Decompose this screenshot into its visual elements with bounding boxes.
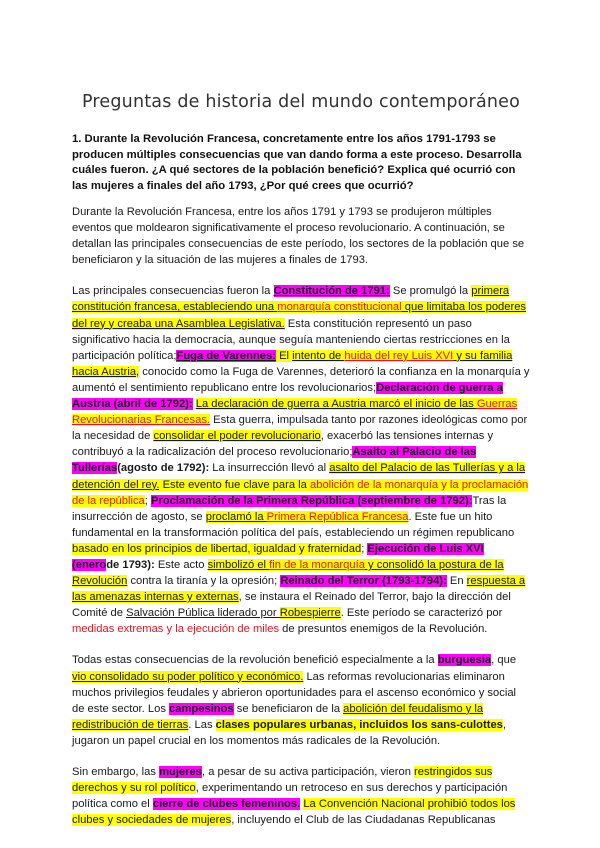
highlight-yellow-red: Guerras Revolucionarias Francesas.	[72, 398, 518, 427]
text-run: Esta guerra, impulsada tanto por razones ideológicas como por la necesidad de	[72, 414, 528, 443]
question-1: 1. Durante la Revolución Francesa, concretamente entre los años 1791-1793 se producen múltiples consecuencias que van dando forma a este proceso. Desarrolla cuáles fueron. ¿A qué sectores de la población benefició? Explica qué ocurrió con las mujeres a finales del año 1793, ¿Por qué crees que ocurrió?	[72, 133, 522, 192]
highlight-yellow: basado en los principios de libertad, igualdad y fraternidad	[72, 542, 362, 555]
highlight-yellow: restringidos sus derechos y su rol político	[72, 766, 493, 795]
highlight-yellow-red: Primera República Francesa	[266, 510, 409, 523]
highlight-yellow: asalto del Palacio de las Tullerías y a la detención del rey.	[72, 462, 526, 491]
highlight-magenta: Asalto al Palacio de las Tullerías	[72, 446, 477, 475]
highlight-magenta: Declaración de guerra a Austria (abril de 1792):	[72, 381, 503, 411]
text-run: de presuntos enemigos de la Revolución.	[279, 623, 488, 636]
highlight-yellow: El	[275, 349, 293, 362]
text-run: contra la tiranía y la opresión;	[127, 575, 281, 588]
highlight-yellow-red: monarquía constitucional	[277, 301, 402, 314]
text-run: , experimentando un retroceso en sus derechos y participación política como el	[72, 782, 508, 811]
highlight-magenta: mujeres	[159, 766, 202, 778]
highlight-yellow: Este evento fue clave para la	[159, 478, 310, 491]
text-run: . Las	[188, 718, 216, 731]
text-run: ;	[361, 542, 368, 555]
text-run: , incluyendo el Club de las Ciudadanas Republicanas	[231, 814, 496, 827]
text-run: ;	[144, 494, 151, 507]
highlight-magenta: cierre de clubes femeninos.	[152, 798, 301, 811]
highlight-magenta: burguesía	[437, 654, 492, 667]
highlight-yellow: abolición del feudalismo y la redistribución de tierras	[72, 702, 484, 731]
beneficiaries-paragraph	[72, 652, 530, 749]
women-paragraph	[72, 764, 530, 828]
consequences-paragraph	[72, 283, 530, 637]
highlight-magenta: Reinado del Terror (1793-1794):	[280, 575, 447, 588]
text-run: . Este período se caracterizó por	[340, 607, 503, 620]
text-run: Esta constitución representó un paso significativo hacia la democracia, aunque seguía manteniendo ciertas restricciones en la participación política;	[72, 317, 510, 362]
highlight-yellow: proclamó la	[205, 510, 267, 523]
highlight-yellow: La Convención Nacional prohibió todos los clubes y sociedades de mujeres	[72, 798, 516, 827]
bold-run: de 1793):	[106, 558, 155, 571]
text-run: Este acto	[154, 558, 208, 571]
highlight-yellow-red: abolición de la monarquía y la proclamación de la república	[72, 478, 529, 507]
text-run: Tras la insurrección de agosto, se	[72, 494, 507, 523]
highlight-yellow: y consolidó la postura de la Revolución	[72, 558, 504, 588]
highlight-yellow: La declaración de guerra a Austria marcó el inicio de las	[195, 398, 477, 411]
text-run: . Este fue un hito fundamental en la transformación política del país, estableciendo un régimen republicano	[72, 510, 515, 539]
text-run: se beneficiaron de la	[233, 702, 344, 715]
highlight-yellow: simbolizó el	[207, 558, 270, 571]
text-run: Se promulgó la	[389, 285, 472, 298]
text-run: , exacerbó las tensiones internas y contribuyó a la radicalización del proceso revolucionario;	[72, 430, 494, 459]
highlight-magenta: Proclamación de la Primera República (septiembre de 1792):	[151, 494, 473, 507]
highlight-yellow-red: fin de la monarquía	[269, 558, 365, 571]
text-run: Todas estas consecuencias de la revolución benefició especialmente a la	[72, 654, 438, 667]
text-run: Las reformas revolucionarias eliminaron muchos privilegios feudales y abrieron oportunidades para el ascenso económico y social de este sector. Los	[72, 670, 517, 715]
highlight-yellow: vio consolidado su poder político y económico.	[72, 670, 304, 683]
highlight-yellow: respuesta a las amenazas internas y externas	[72, 575, 526, 604]
highlight-magenta: Ejecución de Luis XVI (enero	[72, 542, 484, 571]
text-run: En	[446, 575, 467, 588]
highlight-yellow-red: huida del rey Luis XVI	[344, 349, 454, 362]
intro-paragraph: Durante la Revolución Francesa, entre los años 1791 y 1793 se produjeron múltiples eventos que moldearon significativamente el proceso revolucionario. A continuación, se detallan las principales consecuencias de este período, los sectores de la población que se beneficiaron y la situación de las mujeres a finales de 1793.	[72, 206, 525, 267]
highlight-yellow-bold: clases populares urbanas, incluidos los sans-culottes	[215, 718, 503, 731]
highlight-yellow: intento de	[292, 349, 345, 362]
highlight-yellow: y su familia hacia Austria,	[72, 349, 513, 378]
highlight-magenta: campesinos	[169, 702, 234, 715]
text-run: , jugaron un papel crucial en los momentos más radicales de la Revolución.	[72, 718, 507, 747]
highlight-yellow: que limitaba los poderes del rey y creaba una Asamblea Legislativa.	[72, 301, 527, 330]
highlight-yellow: consolidar el poder revolucionario	[153, 430, 321, 443]
highlight-magenta: Constitución de 1791:	[273, 285, 390, 298]
highlight-yellow: Robespierre	[279, 607, 341, 620]
text-run: Las principales consecuencias fueron la	[72, 285, 274, 298]
text-run: , se instaura el Reinado del Terror, bajo la dirección del Comité de	[72, 591, 511, 620]
text-run: , que	[491, 654, 517, 667]
bold-run: (agosto de 1792):	[117, 462, 210, 475]
red-text: medidas extremas y la ejecución de miles	[72, 623, 280, 636]
text-run: Sin embargo, las	[72, 766, 160, 778]
highlight-magenta: Fuga de Varennes:	[176, 349, 276, 362]
text-run: , a pesar de su activa participación, vieron	[201, 766, 415, 778]
highlight-yellow: primera constitución francesa, estableciendo una	[72, 285, 510, 314]
text-run: conocido como la Fuga de Varennes, deterioró la confianza en la monarquía y aumentó el sentimiento republicano entre los revolucionarios;	[72, 365, 530, 394]
text-run: La insurrección llevó al	[209, 462, 330, 475]
underlined-run: Salvación Pública liderado por	[126, 607, 280, 620]
page-title: Preguntas de historia del mundo contemporáneo	[81, 92, 521, 112]
